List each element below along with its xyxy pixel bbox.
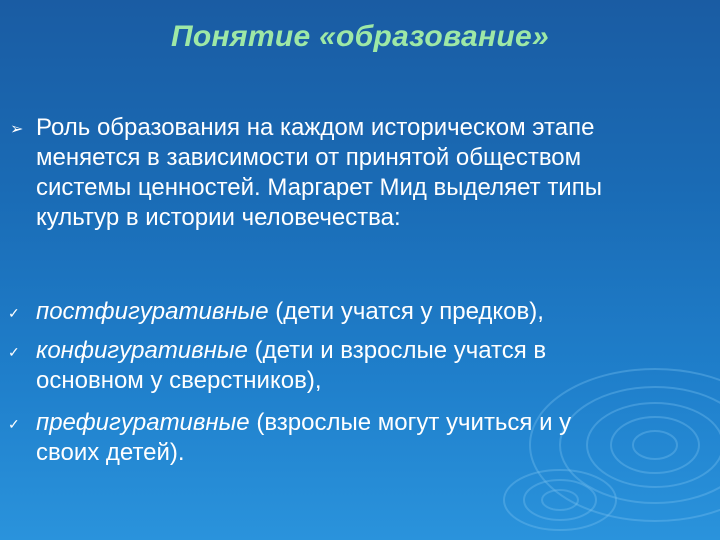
culture-type-term: постфигуративные bbox=[36, 298, 269, 325]
intro-line: меняется в зависимости от принятой обществом bbox=[36, 144, 582, 171]
intro-line: системы ценностей. Маргарет Мид выделяет типы bbox=[36, 174, 602, 201]
culture-type-text bbox=[36, 408, 696, 468]
checkmark-icon: ✓ bbox=[8, 344, 20, 360]
arrow-bullet-icon: ➢ bbox=[10, 121, 24, 138]
culture-type-description: (дети и взрослые учатся в bbox=[247, 337, 547, 364]
checkmark-icon: ✓ bbox=[8, 416, 20, 432]
culture-type-line: основном у сверстников), bbox=[36, 367, 322, 394]
culture-type-description: (взрослые могут учиться и у bbox=[249, 409, 572, 436]
culture-type-text bbox=[36, 297, 696, 327]
culture-type-line bbox=[36, 408, 696, 438]
checkmark-icon: ✓ bbox=[8, 305, 20, 321]
culture-type-line bbox=[36, 336, 696, 366]
intro-text bbox=[36, 113, 696, 233]
culture-type-description: (дети учатся у предков), bbox=[268, 298, 544, 325]
slide-title: Понятие «образование» bbox=[170, 20, 550, 53]
culture-type-term: конфигуративные bbox=[36, 337, 248, 364]
culture-type-line: своих детей). bbox=[36, 439, 185, 466]
intro-line: Роль образования на каждом историческом этапе bbox=[36, 114, 595, 141]
culture-type-term: префигуративные bbox=[36, 409, 250, 436]
culture-type-text bbox=[36, 336, 696, 396]
culture-type-line bbox=[36, 297, 696, 327]
intro-line: культур в истории человечества: bbox=[36, 204, 401, 231]
